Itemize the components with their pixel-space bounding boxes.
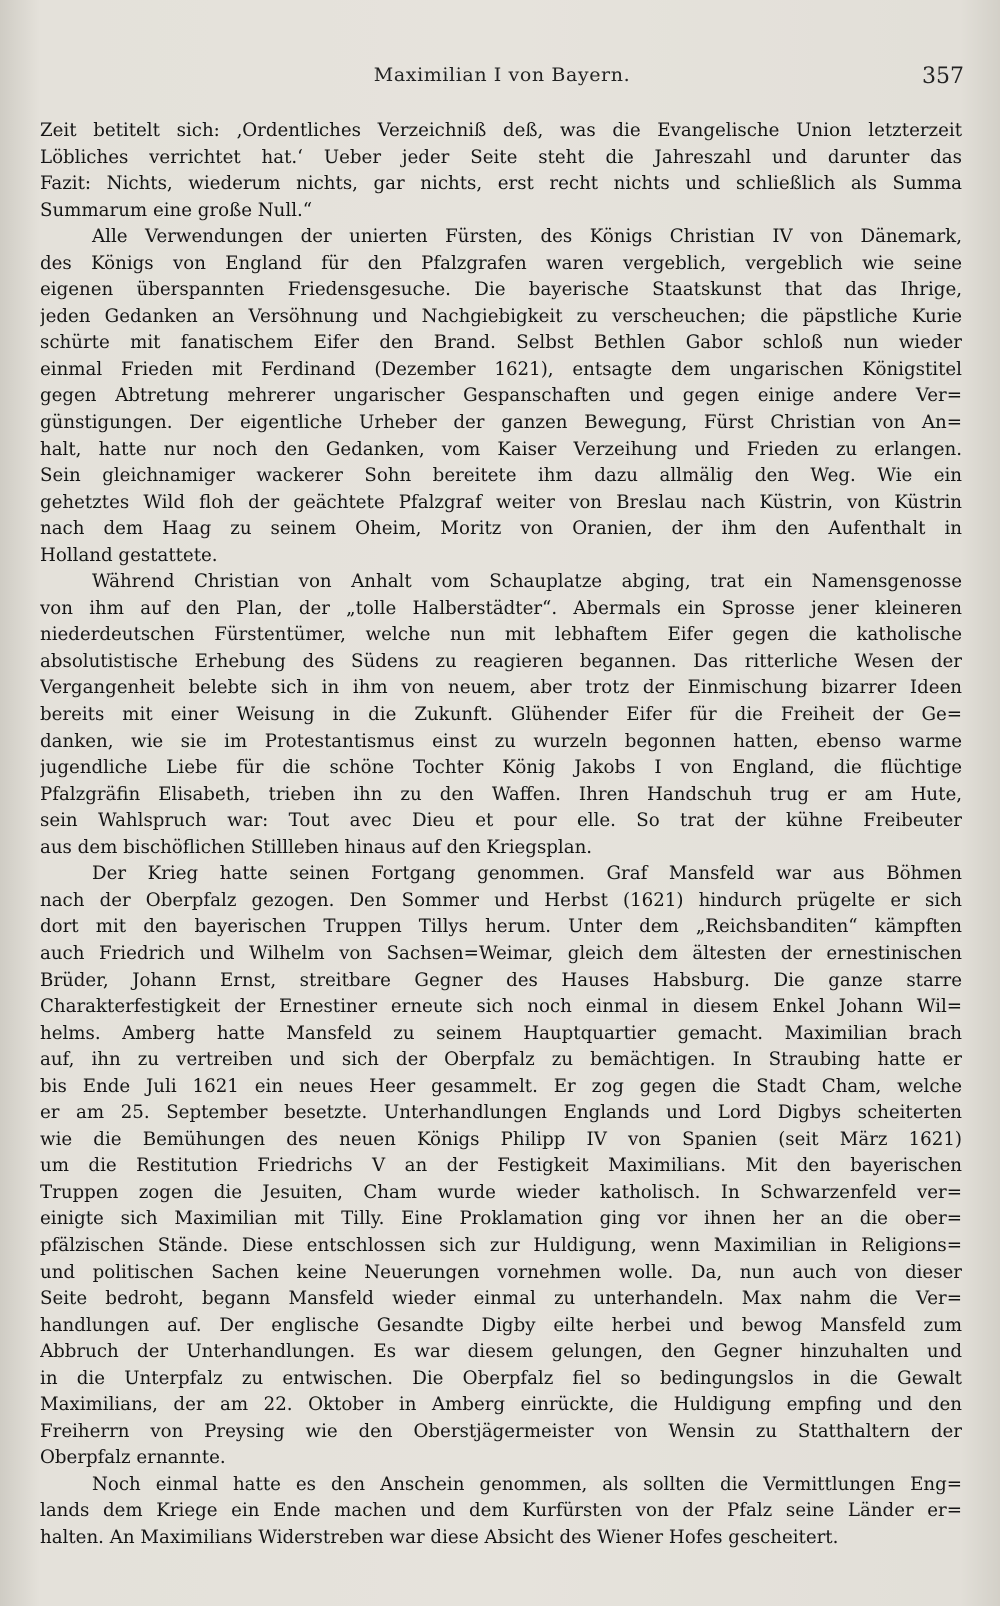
text-line: in die Unterpfalz zu entwischen. Die Oberpfalz fiel so bedingungslos in die Gewalt xyxy=(40,1367,962,1389)
text-line: Während Christian von Anhalt vom Schauplatze abging, trat ein Namensgenosse xyxy=(92,571,962,593)
text-line: halten. An Maximilians Widerstreben war diese Absicht des Wiener Hofes gescheitert. xyxy=(40,1526,839,1548)
text-line: wie die Bemühungen des neuen Königs Philipp IV von Spanien (seit März 1621) xyxy=(40,1128,962,1150)
body-text xyxy=(40,118,962,1552)
text-line: Löbliches verrichtet hat.‘ Ueber jeder Seite steht die Jahreszahl und darunter das xyxy=(40,146,962,168)
text-line: einigte sich Maximilian mit Tilly. Eine Proklamation ging vor ihnen her an die ober= xyxy=(40,1208,962,1230)
text-line: Seite bedroht, begann Mansfeld wieder einmal zu unterhandeln. Max nahm die Ver= xyxy=(40,1288,962,1310)
text-line: einmal Frieden mit Ferdinand (Dezember 1621), entsagte dem ungarischen Königstitel xyxy=(40,358,962,380)
page-number: 357 xyxy=(922,64,964,89)
text-line: jeden Gedanken an Versöhnung und Nachgiebigkeit zu verscheuchen; die päpstliche Kurie xyxy=(40,305,962,327)
text-line: pfälzischen Stände. Diese entschlossen sich zur Huldigung, wenn Maximilian in Religions= xyxy=(40,1234,962,1256)
text-line: sein Wahlspruch war: Tout avec Dieu et pour elle. So trat der kühne Freibeuter xyxy=(40,810,962,832)
text-line: Vergangenheit belebte sich in ihm von neuem, aber trotz der Einmischung bizarrer Ideen xyxy=(40,677,962,699)
text-line: auch Friedrich und Wilhelm von Sachsen=Weimar, gleich dem ältesten der ernestinischen xyxy=(40,942,962,964)
text-line: Pfalzgräfin Elisabeth, trieben ihn zu den Waffen. Ihren Handschuh trug er am Hute, xyxy=(40,783,962,805)
text-line: halt, hatte nur noch den Gedanken, vom Kaiser Verzeihung und Frieden zu erlangen. xyxy=(40,438,962,460)
text-line: Maximilians, der am 22. Oktober in Amberg einrückte, die Huldigung empfing und den xyxy=(40,1394,962,1416)
text-line: nach der Oberpfalz gezogen. Den Sommer und Herbst (1621) hindurch prügelte er sich xyxy=(40,889,962,911)
text-line: Brüder, Johann Ernst, streitbare Gegner des Hauses Habsburg. Die ganze starre xyxy=(40,969,962,991)
page-header xyxy=(40,64,964,94)
text-line: jugendliche Liebe für die schöne Tochter König Jakobs I von England, die flüchtige xyxy=(40,757,962,779)
text-line: des Königs von England für den Pfalzgrafen waren vergeblich, vergeblich wie seine xyxy=(40,252,962,274)
text-line: Sein gleichnamiger wackerer Sohn bereitete ihm dazu allmälig den Weg. Wie ein xyxy=(40,465,962,487)
text-line: Freiherrn von Preysing wie den Oberstjägermeister von Wensin zu Statthaltern der xyxy=(40,1420,962,1442)
text-line: Charakterfestigkeit der Ernestiner erneute sich noch einmal in diesem Enkel Johann Wil= xyxy=(40,996,962,1018)
text-line: dort mit den bayerischen Truppen Tillys herum. Unter dem „Reichsbanditen“ kämpften xyxy=(40,916,962,938)
text-line: bis Ende Juli 1621 ein neues Heer gesammelt. Er zog gegen die Stadt Cham, welche xyxy=(40,1075,962,1097)
text-line: handlungen auf. Der englische Gesandte Digby eilte herbei und bewog Mansfeld zum xyxy=(40,1314,962,1336)
text-line: bereits mit einer Weisung in die Zukunft. Glühender Eifer für die Freiheit der Ge= xyxy=(40,704,962,726)
text-line: gehetztes Wild floh der geächtete Pfalzgraf weiter von Breslau nach Küstrin, von Küstrin xyxy=(40,491,962,513)
text-line: niederdeutschen Fürstentümer, welche nun mit lebhaftem Eifer gegen die katholische xyxy=(40,624,962,646)
text-line: von ihm auf den Plan, der „tolle Halberstädter“. Abermals ein Sprosse jener kleineren xyxy=(40,597,962,619)
text-line: Noch einmal hatte es den Anschein genommen, als sollten die Vermittlungen Eng= xyxy=(92,1473,962,1495)
text-line: Zeit betitelt sich: ‚Ordentliches Verzeichniß deß, was die Evangelische Union letzterzeit xyxy=(40,120,962,141)
text-line: danken, wie sie im Protestantismus einst zu wurzeln begonnen hatten, ebenso warme xyxy=(40,730,962,752)
text-line: und politischen Sachen keine Neuerungen vornehmen wolle. Da, nun auch von dieser xyxy=(40,1261,962,1283)
text-line: Summarum eine große Null.“ xyxy=(40,199,313,221)
text-line: Abbruch der Unterhandlungen. Es war diesem gelungen, den Gegner hinzuhalten und xyxy=(40,1341,962,1363)
text-line: aus dem bischöflichen Stillleben hinaus auf den Kriegsplan. xyxy=(40,836,593,858)
text-line: günstigungen. Der eigentliche Urheber der ganzen Bewegung, Fürst Christian von An= xyxy=(40,412,962,434)
text-line: Fazit: Nichts, wiederum nichts, gar nichts, erst recht nichts und schließlich als Summa xyxy=(40,173,962,195)
text-line: absolutistische Erhebung des Südens zu reagieren begannen. Das ritterliche Wesen der xyxy=(40,650,962,672)
text-line: Oberpfalz ernannte. xyxy=(40,1447,226,1469)
text-line: nach dem Haag zu seinem Oheim, Moritz von Oranien, der ihm den Aufenthalt in xyxy=(40,518,962,540)
text-line: Holland gestattete. xyxy=(40,544,218,566)
text-line: auf, ihn zu vertreiben und sich der Oberpfalz zu bemächtigen. In Straubing hatte er xyxy=(40,1049,962,1071)
text-line: helms. Amberg hatte Mansfeld zu seinem Hauptquartier gemacht. Maximilian brach xyxy=(40,1022,962,1044)
text-line: Der Krieg hatte seinen Fortgang genommen. Graf Mansfeld war aus Böhmen xyxy=(92,863,962,885)
text-line: lands dem Kriege ein Ende machen und dem Kurfürsten von der Pfalz seine Länder er= xyxy=(40,1500,962,1522)
text-line: eigenen überspannten Friedensgesuche. Die bayerische Staatskunst that das Ihrige, xyxy=(40,279,962,301)
text-line: Truppen zogen die Jesuiten, Cham wurde wieder katholisch. In Schwarzenfeld ver= xyxy=(40,1181,962,1203)
text-line: gegen Abtretung mehrerer ungarischer Gespanschaften und gegen einige andere Ver= xyxy=(40,385,962,407)
text-line: Alle Verwendungen der unierten Fürsten, des Königs Christian IV von Dänemark, xyxy=(92,226,962,248)
text-line: er am 25. September besetzte. Unterhandlungen Englands und Lord Digbys scheiterten xyxy=(40,1102,962,1124)
text-line: schürte mit fanatischem Eifer den Brand. Selbst Bethlen Gabor schloß nun wieder xyxy=(40,332,962,354)
text-line: um die Restitution Friedrichs V an der Festigkeit Maximilians. Mit den bayerischen xyxy=(40,1155,962,1177)
running-title: Maximilian I von Bayern. xyxy=(373,64,631,86)
